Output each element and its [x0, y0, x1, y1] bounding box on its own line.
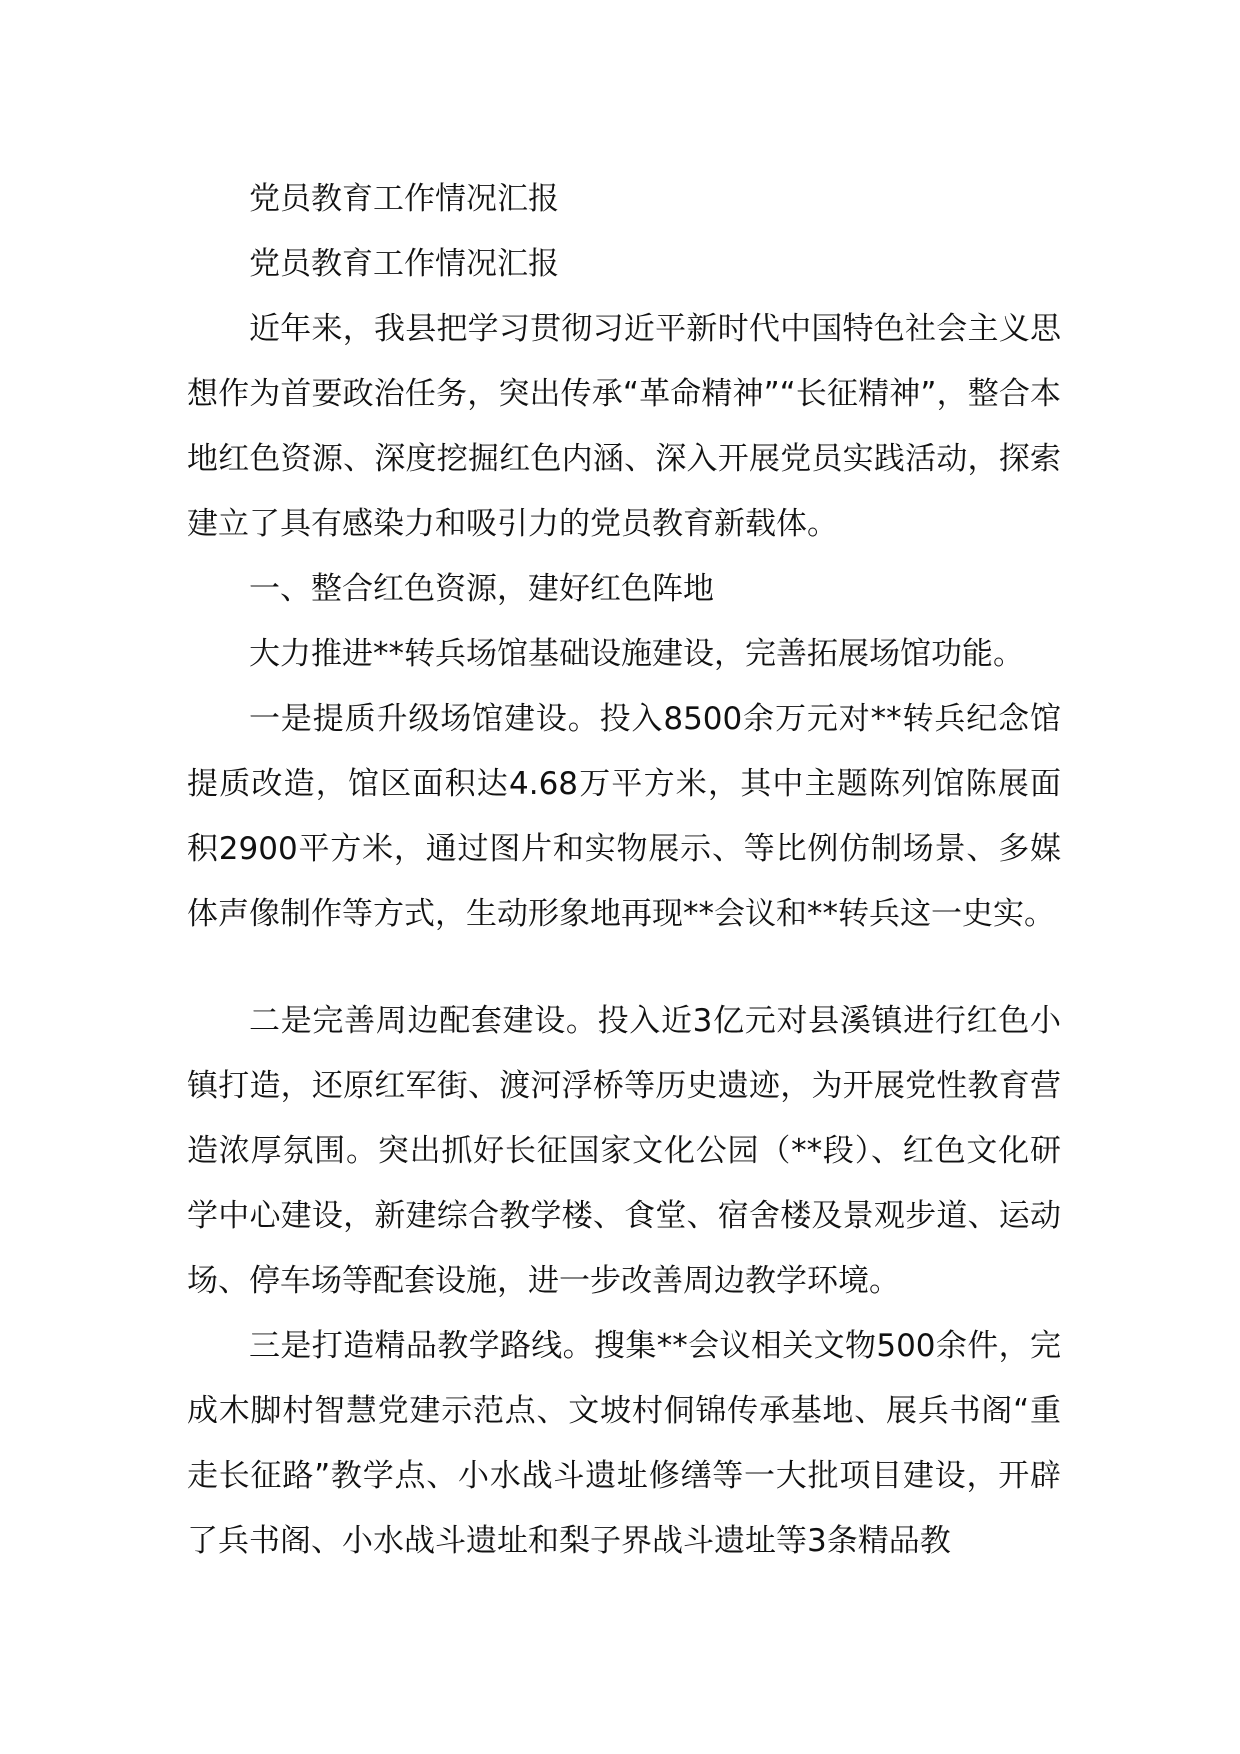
document-body — [187, 167, 1061, 1574]
section-heading: 一、整合红色资源，建好红色阵地 — [249, 571, 714, 607]
point-paragraph-2: 二是完善周边配套建设。投入近3亿元对县溪镇进行红色小镇打造，还原红军街、渡河浮桥等历史遗迹，为开展党性教育营造浓厚氛围。突出抓好长征国家文化公园（**段）、红色文化研学中心建设，新建综合教学楼、食堂、宿舍楼及景观步道、运动场、停车场等配套设施，进一步改善周边教学环境。 — [187, 1003, 1061, 1299]
point-paragraph-3: 三是打造精品教学路线。搜集**会议相关文物500余件，完成木脚村智慧党建示范点、文坡村侗锦传承基地、展兵书阁“重走长征路”教学点、小水战斗遗址修缮等一大批项目建设，开辟了兵书阁、小水战斗遗址和梨子界战斗遗址等3条精品教 — [187, 1328, 1061, 1559]
document-title-repeat: 党员教育工作情况汇报 — [249, 246, 559, 282]
point-paragraph-1: 一是提质升级场馆建设。投入8500余万元对**转兵纪念馆提质改造，馆区面积达4.68万平方米，其中主题陈列馆陈展面积2900平方米，通过图片和实物展示、等比例仿制场景、多媒体声像制作等方式，生动形象地再现**会议和**转兵这一史实。 — [187, 701, 1061, 932]
intro-paragraph: 近年来，我县把学习贯彻习近平新时代中国特色社会主义思想作为首要政治任务，突出传承“革命精神”“长征精神”，整合本地红色资源、深度挖掘红色内涵、深入开展党员实践活动，探索建立了具有感染力和吸引力的党员教育新载体。 — [187, 311, 1061, 542]
section-lead-paragraph: 大力推进**转兵场馆基础设施建设，完善拓展场馆功能。 — [249, 636, 1024, 672]
document-title: 党员教育工作情况汇报 — [249, 181, 559, 217]
